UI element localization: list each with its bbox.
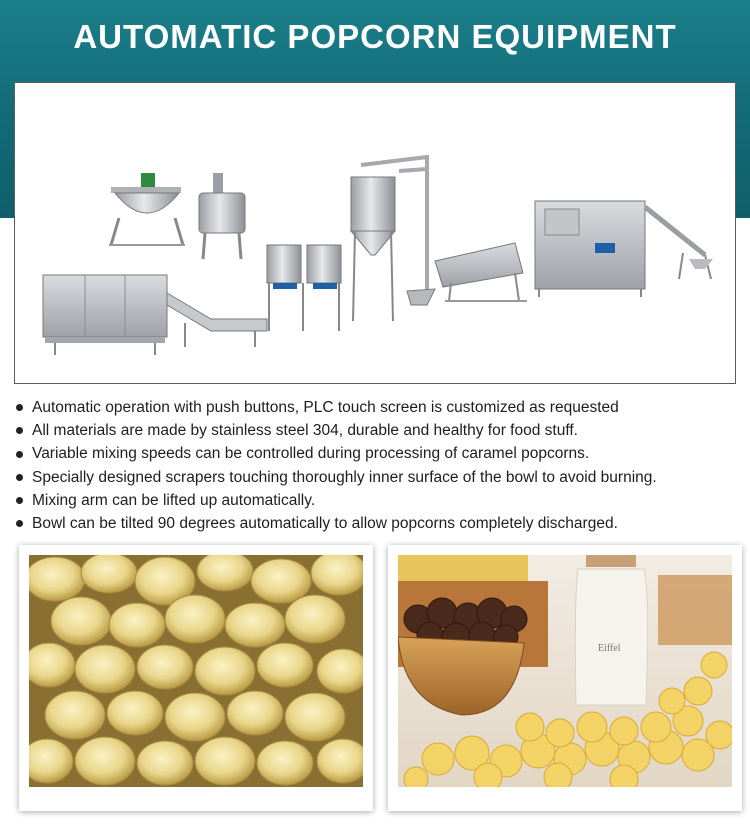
bullet-icon: [16, 520, 23, 527]
jacketed-kettle-1: [109, 173, 185, 245]
list-item: Variable mixing speeds can be controlled during processing of caramel popcorns.: [16, 442, 736, 465]
page-title: AUTOMATIC POPCORN EQUIPMENT: [73, 18, 677, 55]
popping-machine: [535, 201, 713, 297]
production-line-illustration: [15, 83, 735, 383]
photo-card-left: [19, 545, 373, 811]
bottle-icon: [575, 555, 647, 705]
bullet-icon: [16, 497, 23, 504]
bullet-icon: [16, 427, 23, 434]
incline-conveyor: [167, 293, 267, 347]
list-item: Automatic operation with push buttons, PLC touch screen is customized as requested: [16, 396, 736, 419]
bullet-icon: [16, 451, 23, 458]
feature-list: [16, 396, 736, 535]
popcorn-bowl-photo: [398, 555, 732, 787]
coating-barrels: [267, 245, 341, 331]
svg-text:Eiffel: Eiffel: [598, 643, 621, 654]
equipment-image-frame: [14, 82, 736, 384]
dryer-cabinet: [43, 275, 167, 355]
list-item: Specially designed scrapers touching thoroughly inner surface of the bowl to avoid burning.: [16, 466, 736, 489]
mixing-tank: [199, 173, 245, 259]
bullet-icon: [16, 404, 23, 411]
list-item: Bowl can be tilted 90 degrees automatically to allow popcorns completely discharged.: [16, 512, 736, 535]
popcorn-closeup-photo: [29, 555, 363, 787]
list-item: Mixing arm can be lifted up automatically.: [16, 489, 736, 512]
photo-card-right: [388, 545, 742, 811]
bullet-icon: [16, 474, 23, 481]
list-item: All materials are made by stainless steel 304, durable and healthy for food stuff.: [16, 419, 736, 442]
